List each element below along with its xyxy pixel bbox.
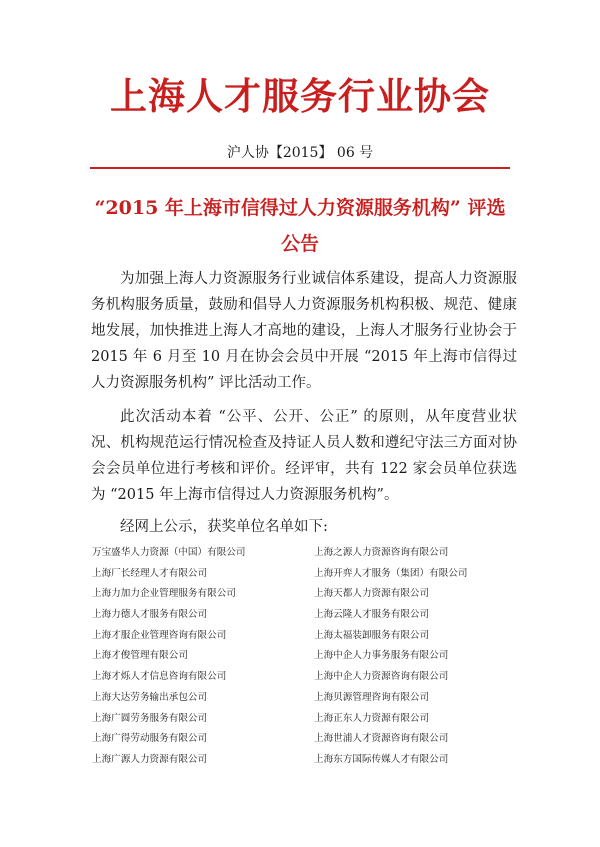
notice-body — [91, 266, 517, 540]
list-item: 上海天都人力资源有限公司 — [314, 588, 430, 600]
list-item: 上海之源人力资源咨询有限公司 — [314, 547, 449, 558]
list-item: 上海中企人力事务服务有限公司 — [314, 650, 449, 662]
list-item: 上海中企人力资源咨询有限公司 — [314, 671, 449, 683]
list-item: 上海才服企业管理咨询有限公司 — [92, 629, 227, 641]
winner-list-right-column — [314, 543, 529, 771]
list-item: 上海世浦人才资源咨询有限公司 — [314, 733, 449, 745]
list-item: 上海力加力企业管理服务有限公司 — [92, 588, 236, 600]
list-item: 上海正东人力资源有限公司 — [314, 712, 430, 724]
list-item: 上海太福装卸服务有限公司 — [314, 629, 430, 641]
body-paragraph-1: 为加强上海人力资源服务行业诚信体系建设，提高人力资源服务机构服务质量，鼓励和倡导人力资源服务机构积极、规范、健康地发展，加快推进上海人才高地的建设，上海人才服务行业协会于 2015 年 6 月至 10 月在协会会员中开展 “2015 年上海市信得过人力资源服务机构” 评比活动工作。 — [91, 271, 517, 391]
red-divider-line — [90, 167, 510, 169]
list-item: 上海大达劳务输出承包公司 — [92, 691, 208, 703]
list-item: 上海厂长经理人才有限公司 — [92, 567, 208, 579]
list-item: 上海东方国际传媒人才有限公司 — [314, 753, 449, 765]
list-item: 上海才俊管理有限公司 — [92, 650, 188, 662]
notice-title-line-1: “2015 年上海市信得过人力资源服务机构” 评选 — [94, 197, 506, 219]
list-item: 万宝盛华人力资源（中国）有限公司 — [92, 547, 246, 558]
org-title: 上海人才服务行业协会 — [110, 74, 490, 118]
body-paragraph-2: 此次活动本着 “公平、公开、公正” 的原则，从年度营业状况、机构规范运行情况检查及持证人员人数和遵纪守法三方面对协会会员单位进行考核和评价。经评审，共有 122 家会员单位获选为 “2015 年上海市信得过人力资源服务机构”。 — [91, 409, 517, 503]
list-item: 上海广源人力资源有限公司 — [92, 753, 208, 765]
list-item: 上海广圆劳务服务有限公司 — [92, 712, 208, 724]
list-item: 上海力德人才服务有限公司 — [92, 609, 208, 621]
list-item: 上海贝源管理咨询有限公司 — [314, 691, 430, 703]
winner-list-left-column — [92, 543, 307, 771]
list-item: 上海开弈人才服务（集团）有限公司 — [314, 567, 468, 579]
list-item: 上海广得劳动服务有限公司 — [92, 733, 208, 745]
notice-title-line-2: 公告 — [280, 233, 319, 255]
document-number: 沪人协【2015】 06 号 — [226, 145, 374, 161]
list-item: 上海云隆人才服务有限公司 — [314, 609, 430, 621]
body-paragraph-3: 经网上公示，获奖单位名单如下: — [120, 519, 328, 535]
list-item: 上海才烁人才信息咨询有限公司 — [92, 671, 227, 683]
